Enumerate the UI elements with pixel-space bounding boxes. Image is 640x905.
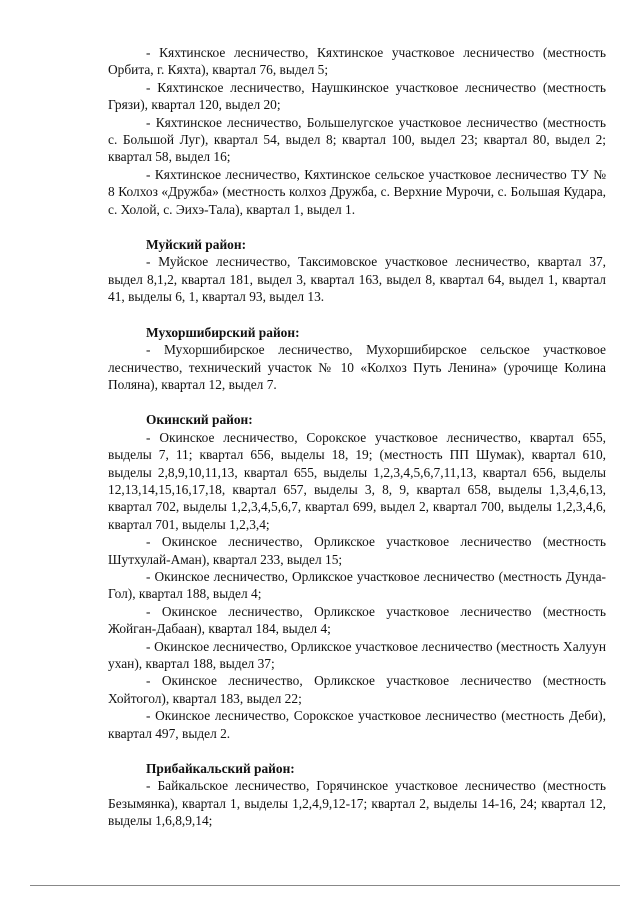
section-heading: Прибайкальский район: [146,761,295,777]
list-item: - Окинское лесничество, Орликское участковое лесничество (местность Жойган-Дабаан), квартал 184, выдел 4; [108,603,606,637]
document-body [108,44,606,830]
list-item: - Кяхтинское лесничество, Кяхтинское участковое лесничество (местность Орбита, г. Кяхта), квартал 76, выдел 5; [108,45,606,78]
section-heading: Окинский район: [146,412,253,428]
section-heading: Муйский район: [146,237,247,253]
list-item: - Окинское лесничество, Орликское участковое лесничество (местность Шутхулай-Аман), квартал 233, выдел 15; [108,534,606,567]
list-item: - Кяхтинское лесничество, Большелугское участковое лесничество (местность с. Большой Луг), квартал 54, выдел 8; квартал 100, выдел 23; квартал 80, выдел 2; квартал 58, выдел 16; [108,114,606,165]
list-item: - Окинское лесничество, Орликское участковое лесничество (местность Халуун ухан), квартал 188, выдел 37; [108,638,606,671]
list-item: - Кяхтинское лесничество, Кяхтинское сельское участковое лесничество ТУ № 8 Колхоз «Дружба» (местность колхоз Дружба, с. Верхние Мурочи, с. Большая Кудара, с. Холой, с. Эихэ-Тала), квартал 1, выдел 1. [108,166,606,217]
section-mukhorshibir [108,324,606,394]
list-item: - Окинское лесничество, Сорокское участковое лесничество, квартал 655, выделы 7, 11; квартал 656, выделы 18, 19; (местность ПП Шумак), квартал 610, выделы 2,8,9,10,11,13, квартал 655, выделы 1,2,3,4,5,6,7,11,13, квартал 656, выделы 12,13,14,15,16,17,18, квартал 657, выделы 3, 8, 9, квартал 658, выделы 1,3,4,6,13, квартал 702, выделы 1,2,3,4,5,6,7, квартал 699, выдел 2, квартал 700, выделы 1,2,3,4,6, квартал 701, выделы 1,2,3,4; [108,429,606,532]
section-kyakhta [108,44,606,218]
section-heading: Мухоршибирский район: [146,324,300,340]
list-item: - Кяхтинское лесничество, Наушкинское участковое лесничество (местность Грязи), квартал 120, выдел 20; [108,79,606,113]
list-item: - Байкальское лесничество, Горячинское участковое лесничество (местность Безымянка), квартал 1, выделы 1,2,4,9,12-17; квартал 2, выделы 14-16, 24; квартал 12, выделы 1,6,8,9,14; [108,778,606,829]
section-oka [108,411,606,742]
list-item: - Муйское лесничество, Таксимовское участковое лесничество, квартал 37, выдел 8,1,2, квартал 181, выдел 3, квартал 163, выдел 8, квартал 64, выдел 1, квартал 41, выделы 6, 1, квартал 93, выдел 13. [108,254,606,305]
section-pribaikal [108,760,606,830]
section-muya [108,236,606,306]
list-item: - Мухоршибирское лесничество, Мухоршибирское сельское участковое лесничество, технический участок № 10 «Колхоз Путь Ленина» (урочище Колина Поляна), квартал 12, выдел 7. [108,342,606,392]
page-bottom-rule [30,885,620,886]
list-item: - Окинское лесничество, Сорокское участковое лесничество (местность Деби), квартал 497, выдел 2. [108,708,606,741]
list-item: - Окинское лесничество, Орликское участковое лесничество (местность Хойтогол), квартал 183, выдел 22; [108,673,606,706]
list-item: - Окинское лесничество, Орликское участковое лесничество (местность Дунда-Гол), квартал 188, выдел 4; [108,568,606,602]
